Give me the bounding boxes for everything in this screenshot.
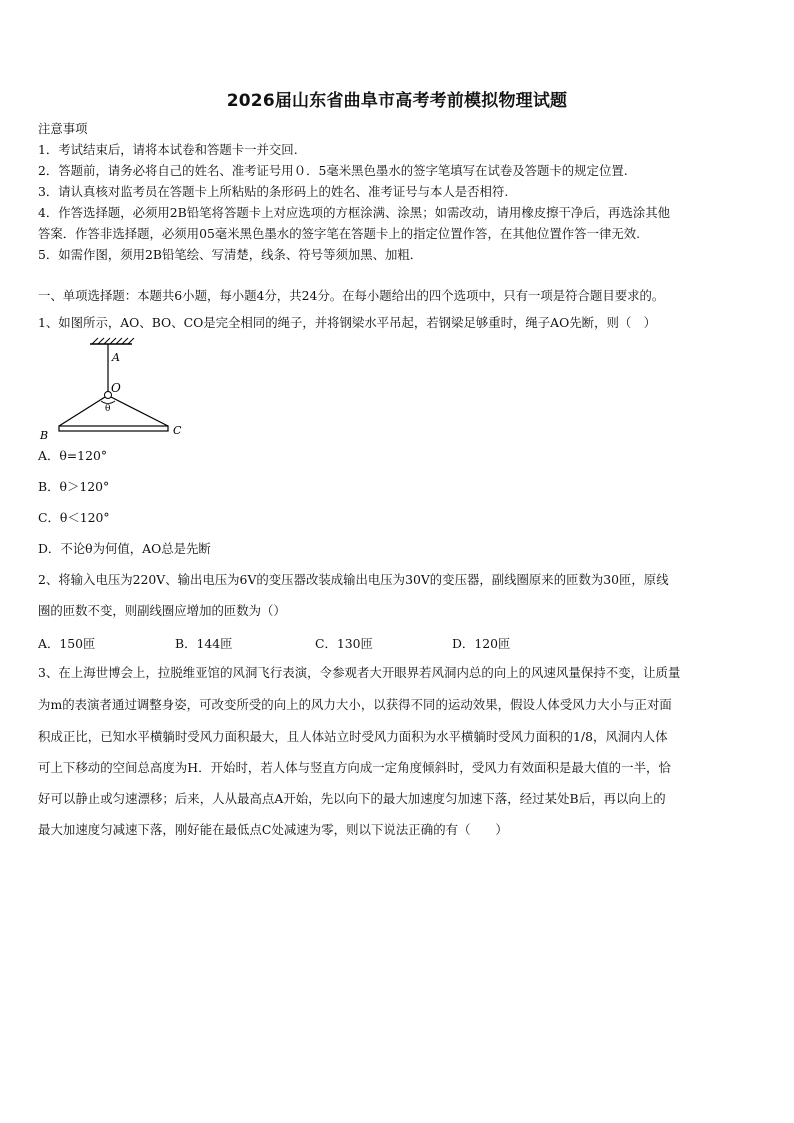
- steel-beam: [59, 426, 168, 431]
- page-title: 2026届山东省曲阜市高考考前模拟物理试题: [226, 91, 568, 111]
- question-3-stem-line: 好可以静止或匀速漂移；后来，人从最高点A开始，先以向下的最大加速度匀加速下落，经过某处B后，再以向上的: [38, 791, 666, 806]
- question-2-option-d: D．120匝: [452, 636, 511, 651]
- rope-bo: [59, 397, 105, 426]
- label-a: A: [112, 351, 120, 364]
- question-3-stem-line: 可上下移动的空间总高度为H．开始时，若人体与竖直方向成一定角度倾斜时，受风力有效面积是最大值的一半，恰: [38, 760, 671, 775]
- notice-item: 答案．作答非选择题，必须用05毫米黑色墨水的签字笔在答题卡上的指定位置作答，在其他位置作答一律无效.: [38, 226, 641, 241]
- question-2-option-c: C．130匝: [315, 636, 373, 651]
- notice-item: 5．如需作图，须用2B铅笔绘、写清楚，线条、符号等须加黑、加粗．: [38, 247, 423, 262]
- question-3-stem-line: 为m的表演者通过调整身姿，可改变所受的向上的风力大小，以获得不同的运动效果，假设人体受风力大小与正对面: [38, 697, 672, 712]
- section-heading: 一、单项选择题：本题共6小题，每小题4分，共24分。在每小题给出的四个选项中，只有一项是符合题目要求的。: [38, 288, 665, 303]
- notice-item: 1．考试结束后，请将本试卷和答题卡一并交回.: [38, 142, 298, 157]
- question-1-figure: [38, 336, 198, 444]
- notice-item: 3．请认真核对监考员在答题卡上所粘贴的条形码上的姓名、准考证号与本人是否相符.: [38, 184, 509, 199]
- question-2-stem-line: 2、将输入电压为220V、输出电压为6V的变压器改装成输出电压为30V的变压器，副线圈原来的匝数为30匝，原线: [38, 572, 669, 587]
- rope-co: [111, 397, 168, 426]
- question-1-option-a: A．θ=120°: [38, 448, 108, 463]
- notice-item: 2．答题前，请务必将自己的姓名、准考证号用０．5毫米黑色墨水的签字笔填写在试卷及答题卡的规定位置.: [38, 163, 628, 178]
- question-1-option-b: B．θ＞120°: [38, 479, 110, 494]
- question-1-option-d: D．不论θ为何值，AO总是先断: [38, 541, 211, 556]
- question-3-stem-line: 积成正比，已知水平横躺时受风力面积最大，且人体站立时受风力面积为水平横躺时受风力面积的1/8，风洞内人体: [38, 729, 668, 744]
- notice-item: 4．作答选择题，必须用2B铅笔将答题卡上对应选项的方框涂满、涂黑；如需改动，请用橡皮擦干净后，再选涂其他: [38, 205, 671, 220]
- question-2-option-b: B．144匝: [175, 636, 233, 651]
- question-3-stem-line: 最大加速度匀减速下落，刚好能在最低点C处减速为零，则以下说法正确的有（ ）: [38, 822, 508, 837]
- question-1-option-c: C．θ＜120°: [38, 510, 110, 525]
- question-2-stem-line: 圈的匝数不变，则副线圈应增加的匝数为（）: [38, 603, 286, 618]
- label-theta: θ: [105, 404, 111, 414]
- label-c: C: [173, 424, 182, 437]
- question-3-stem-line: 3、在上海世博会上，拉脱维亚馆的风洞飞行表演，令参观者大开眼界若风洞内总的向上的风速风量保持不变，让质量: [38, 665, 681, 680]
- question-1-stem: 1、如图所示，AO、BO、CO是完全相同的绳子，并将钢梁水平吊起，若钢梁足够重时，绳子AO先断，则（ ）: [38, 315, 657, 330]
- notice-heading: 注意事项: [38, 121, 88, 136]
- question-2-option-a: A．150匝: [38, 636, 96, 651]
- label-o: O: [111, 381, 121, 395]
- label-b: B: [40, 429, 49, 442]
- ceiling-hatch-icon: [92, 338, 134, 344]
